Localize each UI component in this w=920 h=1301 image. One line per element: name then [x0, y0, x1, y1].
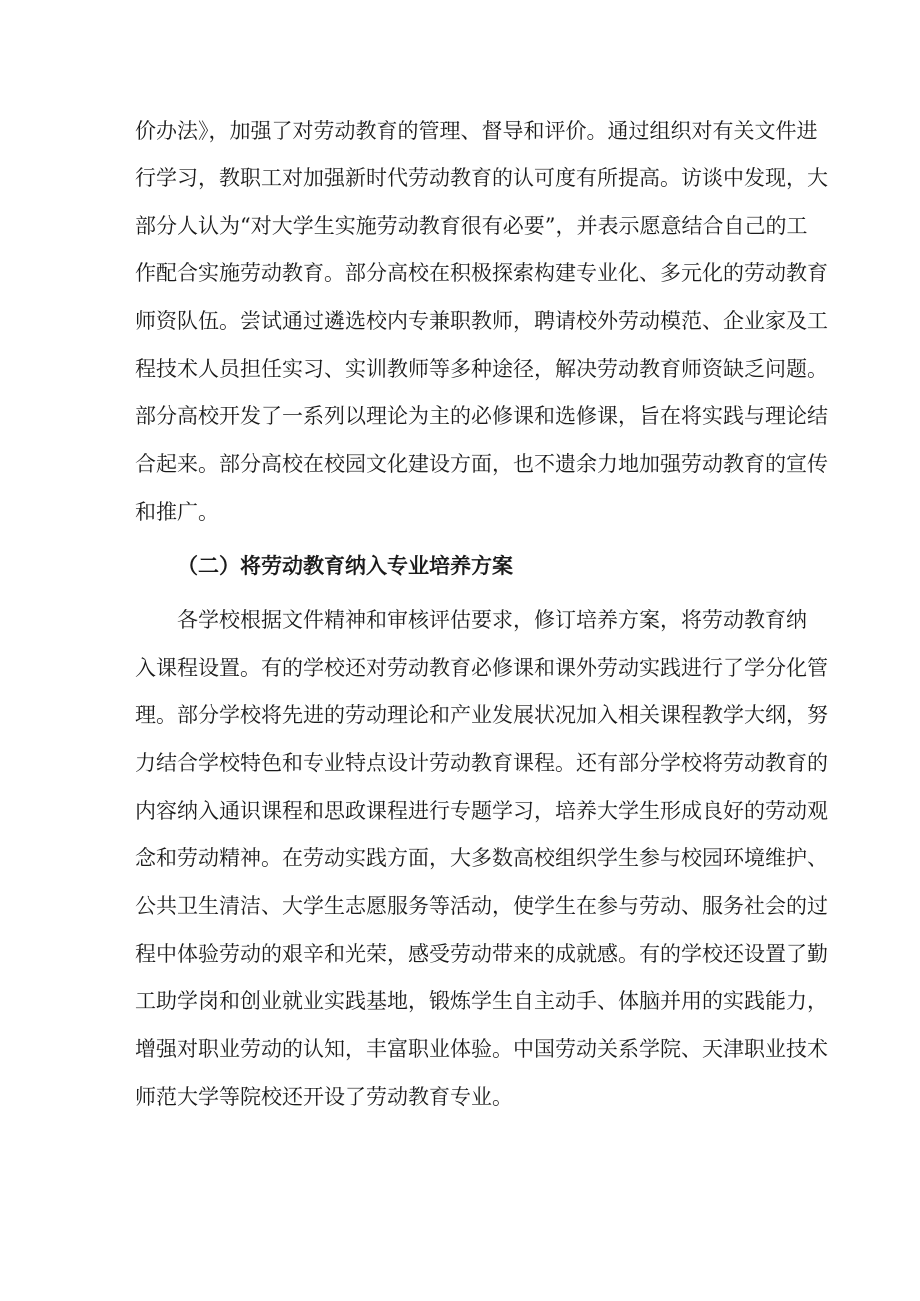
paragraph-1-line-8: 合起来。部分高校在校园文化建设方面，也不遗余力地加强劳动教育的宣传 — [135, 452, 828, 476]
paragraph-2-line-6: 念和劳动精神。在劳动实践方面，大多数高校组织学生参与校园环境维护、 — [135, 846, 828, 870]
paragraph-2-line-1: 各学校根据文件精神和审核评估要求，修订培养方案，将劳动教育纳 — [177, 608, 807, 632]
paragraph-1-line-2: 行学习，教职工对加强新时代劳动教育的认可度有所提高。访谈中发现，大 — [135, 166, 828, 190]
paragraph-2-line-8: 程中体验劳动的艰辛和光荣，感受劳动带来的成就感。有的学校还设置了勤 — [135, 942, 828, 966]
paragraph-1-line-9: 和推广。 — [135, 500, 219, 524]
paragraph-2-line-5: 内容纳入通识课程和思政课程进行专题学习，培养大学生形成良好的劳动观 — [135, 799, 828, 823]
paragraph-1-line-4: 作配合实施劳动教育。部分高校在积极探索构建专业化、多元化的劳动教育 — [135, 261, 828, 285]
paragraph-2-line-7: 公共卫生清洁、大学生志愿服务等活动，使学生在参与劳动、服务社会的过 — [135, 894, 828, 918]
paragraph-1-line-1: 价办法》，加强了对劳动教育的管理、督导和评价。通过组织对有关文件进 — [135, 119, 818, 143]
paragraph-1-line-7: 部分高校开发了一系列以理论为主的必修课和选修课，旨在将实践与理论结 — [135, 404, 828, 428]
paragraph-2-line-3: 理。部分学校将先进的劳动理论和产业发展状况加入相关课程教学大纲，努 — [135, 703, 828, 727]
paragraph-1-line-6: 程技术人员担任实习、实训教师等多种途径，解决劳动教育师资缺乏问题。 — [135, 357, 828, 381]
paragraph-1-line-5: 师资队伍。尝试通过遴选校内专兼职教师，聘请校外劳动模范、企业家及工 — [135, 309, 828, 333]
paragraph-2-line-4: 力结合学校特色和专业特点设计劳动教育课程。还有部分学校将劳动教育的 — [135, 751, 828, 775]
section-heading: （二）将劳动教育纳入专业培养方案 — [177, 554, 513, 578]
paragraph-2-line-11: 师范大学等院校还开设了劳动教育专业。 — [135, 1085, 513, 1109]
paragraph-2-line-10: 增强对职业劳动的认知，丰富职业体验。中国劳动关系学院、天津职业技术 — [135, 1037, 828, 1061]
paragraph-1-line-3: 部分人认为“对大学生实施劳动教育很有必要”，并表示愿意结合自己的工 — [135, 214, 808, 238]
paragraph-2-line-2: 入课程设置。有的学校还对劳动教育必修课和课外劳动实践进行了学分化管 — [135, 656, 828, 680]
paragraph-2-line-9: 工助学岗和创业就业实践基地，锻炼学生自主动手、体脑并用的实践能力， — [135, 989, 828, 1013]
